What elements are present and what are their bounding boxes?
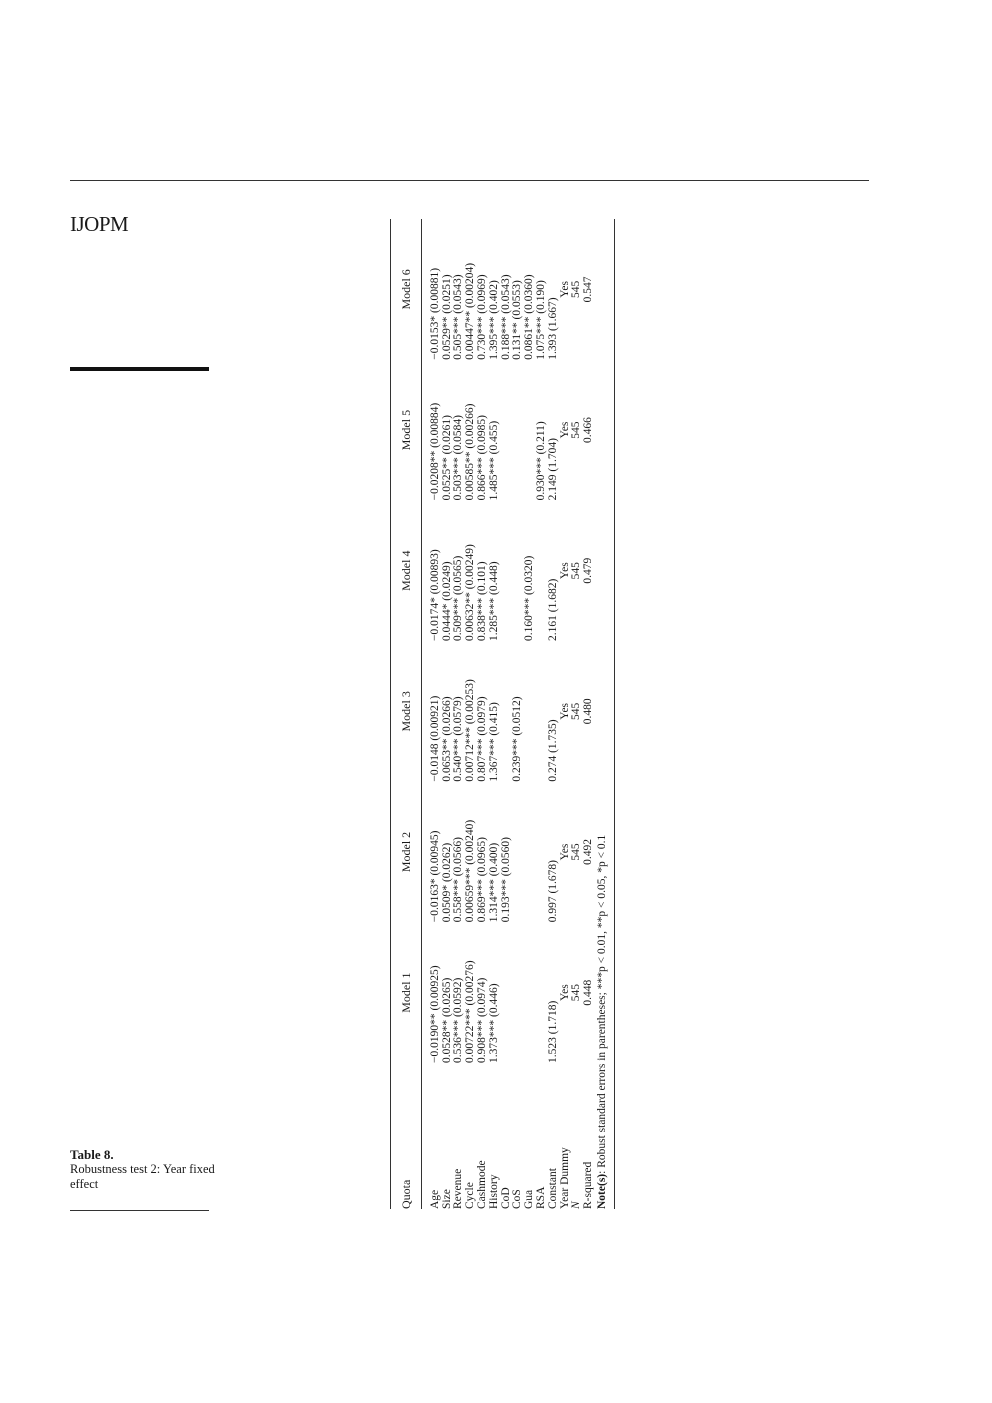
table-cell (512, 782, 524, 923)
table-cell: 1.373*** (0.446) (487, 983, 500, 1063)
table-cell: 0.00447** (0.00204) (464, 262, 477, 360)
summary-cell: Yes (558, 984, 571, 1001)
header-model-4: Model 4 (399, 550, 413, 591)
table-cell: 0.930*** (0.211) (534, 421, 547, 501)
table-cell (524, 641, 536, 782)
summary-cell: 0.492 (582, 839, 595, 865)
summary-row (583, 219, 595, 1209)
table-cell (524, 922, 536, 1063)
row-label: Gua (523, 1189, 536, 1209)
summary-cell: Yes (558, 843, 571, 861)
summary-cell: 545 (570, 702, 583, 720)
row-label: Size (440, 1189, 453, 1209)
summary-cell: 0.479 (582, 557, 595, 584)
caption-rule (70, 1210, 209, 1211)
table-body (421, 219, 595, 1209)
table-cell: 0.188*** (0.0543) (499, 274, 512, 360)
table-cell: 0.00659*** (0.00240) (464, 819, 477, 923)
regression-table (390, 219, 615, 1209)
table-cell: 1.393 (1.667) (546, 297, 559, 360)
table-header-row (391, 219, 422, 1209)
header-model-2: Model 2 (399, 831, 413, 873)
header-quota: Quota (399, 1179, 413, 1209)
summary-cell: 0.466 (582, 417, 595, 443)
row-label: R-squared (582, 1161, 595, 1209)
summary-cell: 0.480 (582, 698, 595, 725)
row-label: Constant (546, 1168, 559, 1209)
note-row (595, 219, 614, 1209)
table-cell: 0.503*** (0.0584) (452, 415, 465, 501)
table-cell: −0.0174* (0.00893) (428, 549, 441, 642)
row-label: N (570, 1201, 583, 1209)
summary-cell: 0.547 (582, 276, 595, 303)
table-cell: 2.149 (1.704) (546, 438, 559, 501)
table-cell: 1.367*** (0.415) (487, 702, 500, 782)
row-label: Cashmode (475, 1160, 488, 1209)
table-cell: 0.0529** (0.0251) (440, 274, 453, 360)
table-cell: 0.0528** (0.0265) (440, 977, 453, 1063)
margin-bar (70, 367, 209, 371)
table-title: Robustness test 2: Year fixed effect (70, 1162, 215, 1191)
table-number: Table 8. (70, 1147, 114, 1162)
table-cell: 0.558*** (0.0566) (452, 837, 465, 923)
table-cell: 0.838*** (0.101) (475, 561, 488, 642)
table-cell: 1.523 (1.718) (546, 1000, 559, 1063)
header-rule (70, 180, 869, 181)
header-model-5: Model 5 (399, 409, 413, 451)
row-label: RSA (534, 1186, 547, 1209)
table-cell: 2.161 (1.682) (546, 578, 559, 642)
table-cell: 1.485*** (0.455) (487, 420, 500, 501)
summary-cell: Yes (558, 702, 571, 720)
summary-cell: 0.448 (582, 979, 595, 1006)
table-cell: 0.730*** (0.0969) (475, 274, 488, 360)
table-cell (536, 500, 548, 641)
summary-cell: 545 (570, 280, 583, 298)
header-model-3: Model 3 (399, 691, 413, 732)
table-cell: 0.160*** (0.0320) (523, 555, 536, 642)
table-cell: 0.193*** (0.0560) (499, 837, 512, 923)
table-row (536, 219, 548, 1209)
table-cell: 0.869*** (0.0965) (475, 837, 488, 923)
table-cell: −0.0148 (0.00921) (428, 695, 441, 782)
table-row (477, 219, 489, 1209)
row-label: Revenue (452, 1168, 465, 1209)
table-cell: 0.00585** (0.00266) (464, 403, 477, 501)
table-cell: 0.908*** (0.0974) (475, 977, 488, 1063)
table-cell (512, 922, 524, 1063)
table-cell: 0.0444* (0.0249) (440, 561, 453, 642)
summary-cell: 545 (570, 984, 583, 1002)
table-cell: 0.274 (1.735) (546, 719, 559, 782)
table-cell (501, 360, 513, 501)
journal-name: IJOPM (70, 212, 129, 236)
table-cell (501, 922, 513, 1063)
table-cell: 0.997 (1.678) (546, 860, 559, 923)
table-row (421, 219, 441, 1209)
table-cell (536, 922, 548, 1063)
table-note (595, 219, 614, 1209)
row-label: CoD (499, 1187, 512, 1209)
table-cell: 0.131** (0.0553) (511, 280, 524, 360)
rotated-table-container (390, 219, 698, 1209)
table-cell: 0.540*** (0.0579) (452, 696, 465, 782)
table-cell: 0.866*** (0.0985) (475, 415, 488, 501)
table-cell (536, 641, 548, 782)
table-cell: 0.807*** (0.0979) (475, 696, 488, 782)
note-label: Note(s) (595, 1173, 608, 1209)
table-cell (524, 782, 536, 923)
table-row (512, 219, 524, 1209)
summary-cell: 545 (570, 421, 583, 439)
table-cell: 1.314*** (0.400) (487, 842, 500, 923)
table-cell: 0.239*** (0.0512) (511, 696, 524, 782)
table-cell: −0.0163* (0.00945) (428, 830, 441, 923)
table-cell (501, 500, 513, 641)
table-cell (536, 782, 548, 923)
table-cell: 0.509*** (0.0565) (452, 555, 465, 642)
summary-cell: 545 (570, 562, 583, 580)
table-cell: 0.00632** (0.00249) (464, 544, 477, 642)
table-cell: −0.0190** (0.00925) (428, 965, 441, 1063)
note-text: : Robust standard errors in parentheses; ***p < 0.01, **p < 0.05, *p < 0.1 (595, 834, 608, 1174)
table-cell: 0.0653** (0.0266) (440, 696, 453, 782)
table-cell: 1.075*** (0.190) (534, 280, 547, 360)
row-label: CoS (511, 1189, 524, 1209)
table-cell: 1.285*** (0.448) (487, 561, 500, 642)
table-cell: 0.00712*** (0.00253) (464, 679, 477, 782)
table-cell (512, 360, 524, 501)
summary-cell: Yes (558, 421, 571, 439)
table-row (524, 219, 536, 1209)
summary-cell: Yes (558, 562, 571, 580)
row-label: Year Dummy (558, 1147, 571, 1209)
table-cell: 0.0861** (0.0360) (523, 274, 536, 360)
table-caption (70, 1147, 215, 1192)
header-model-6: Model 6 (399, 269, 413, 310)
header-model-1: Model 1 (399, 972, 413, 1013)
table-cell: 1.395*** (0.402) (487, 280, 500, 360)
table-cell: 0.536*** (0.0592) (452, 977, 465, 1063)
table-cell: −0.0208** (0.00884) (428, 402, 441, 501)
row-label: Cycle (464, 1182, 477, 1209)
summary-cell: Yes (558, 281, 571, 298)
table-row (489, 219, 501, 1209)
table-cell: 0.00722*** (0.00276) (464, 960, 477, 1063)
table-cell: 0.0525** (0.0261) (440, 415, 453, 501)
table-cell: 0.505*** (0.0543) (452, 274, 465, 360)
row-label: History (487, 1174, 500, 1209)
table-cell: −0.0153* (0.00881) (428, 267, 441, 360)
table-row (548, 219, 560, 1209)
row-label: Age (428, 1189, 441, 1209)
summary-cell: 545 (570, 843, 583, 861)
table-cell: 0.0509* (0.0262) (440, 842, 453, 923)
